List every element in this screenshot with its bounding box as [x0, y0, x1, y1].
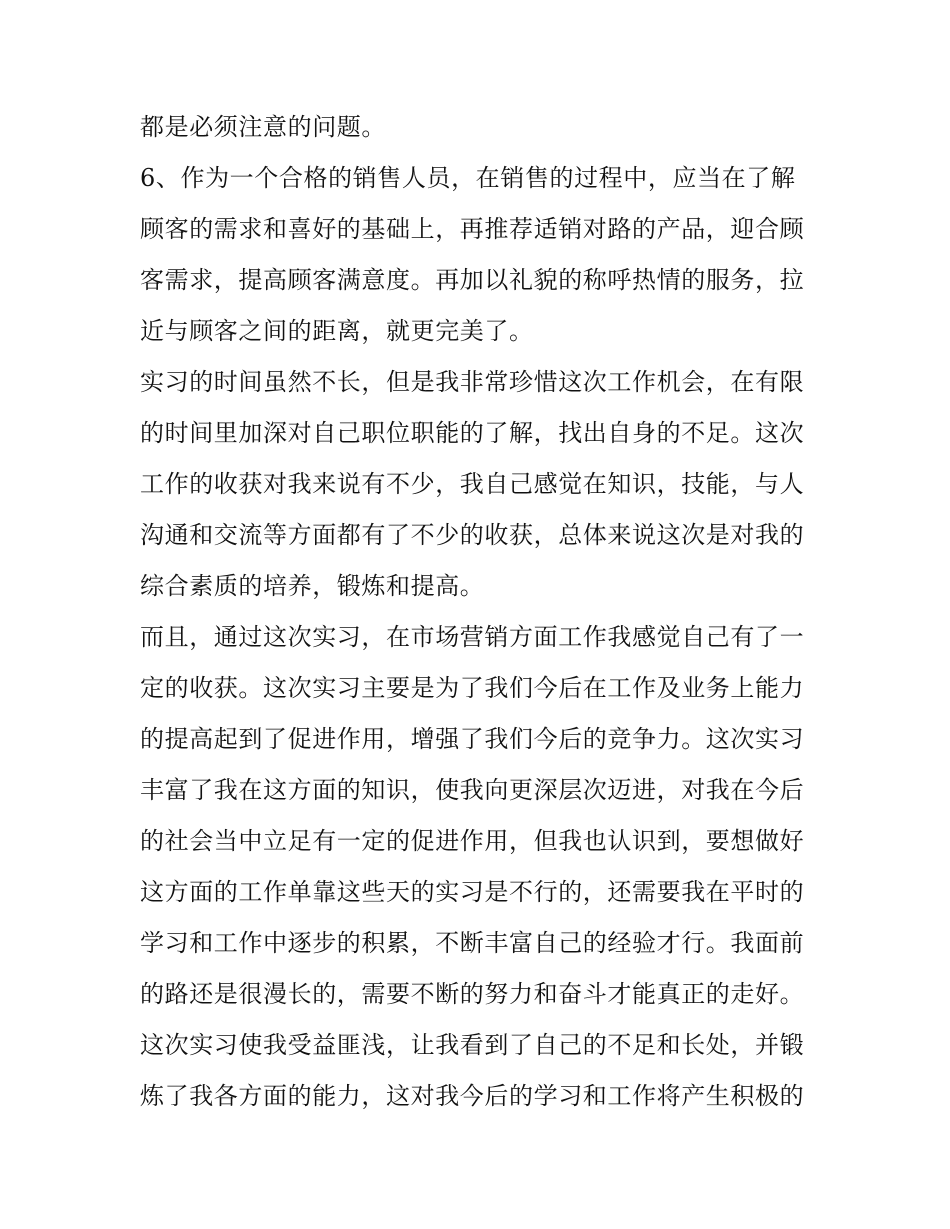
text-line: 实习的时间虽然不长，但是我非常珍惜这次工作机会，在有限 — [140, 368, 805, 396]
text-line: 炼了我各方面的能力，这对我今后的学习和工作将产生积极的 — [140, 1082, 805, 1110]
text-line: 都是必须注意的问题。 — [140, 113, 386, 141]
text-line: 的路还是很漫长的，需要不断的努力和奋斗才能真正的走好。 — [140, 980, 805, 1008]
text-line: 综合素质的培养，锻炼和提高。 — [140, 572, 485, 600]
text-line: 学习和工作中逐步的积累，不断丰富自己的经验才行。我面前 — [140, 929, 805, 957]
text-line: 6、作为一个合格的销售人员，在销售的过程中，应当在了解 — [140, 164, 796, 192]
text-line: 丰富了我在这方面的知识，使我向更深层次迈进，对我在今后 — [140, 776, 805, 804]
text-line: 的提高起到了促进作用，增强了我们今后的竞争力。这次实习 — [140, 725, 805, 753]
body-text — [140, 102, 820, 1122]
text-line: 定的收获。这次实习主要是为了我们今后在工作及业务上能力 — [140, 674, 805, 702]
text-line: 近与顾客之间的距离，就更完美了。 — [140, 317, 534, 345]
text-line: 工作的收获对我来说有不少，我自己感觉在知识，技能，与人 — [140, 470, 805, 498]
text-line: 客需求，提高顾客满意度。再加以礼貌的称呼热情的服务，拉 — [140, 266, 805, 294]
text-line: 沟通和交流等方面都有了不少的收获，总体来说这次是对我的 — [140, 521, 805, 549]
text-line: 而且，通过这次实习，在市场营销方面工作我感觉自己有了一 — [140, 623, 805, 651]
text-line: 的社会当中立足有一定的促进作用，但我也认识到，要想做好 — [140, 827, 805, 855]
text-line: 的时间里加深对自己职位职能的了解，找出自身的不足。这次 — [140, 419, 805, 447]
text-line: 这次实习使我受益匪浅，让我看到了自己的不足和长处，并锻 — [140, 1031, 805, 1059]
text-line: 顾客的需求和喜好的基础上，再推荐适销对路的产品，迎合顾 — [140, 215, 805, 243]
text-line: 这方面的工作单靠这些天的实习是不行的，还需要我在平时的 — [140, 878, 805, 906]
